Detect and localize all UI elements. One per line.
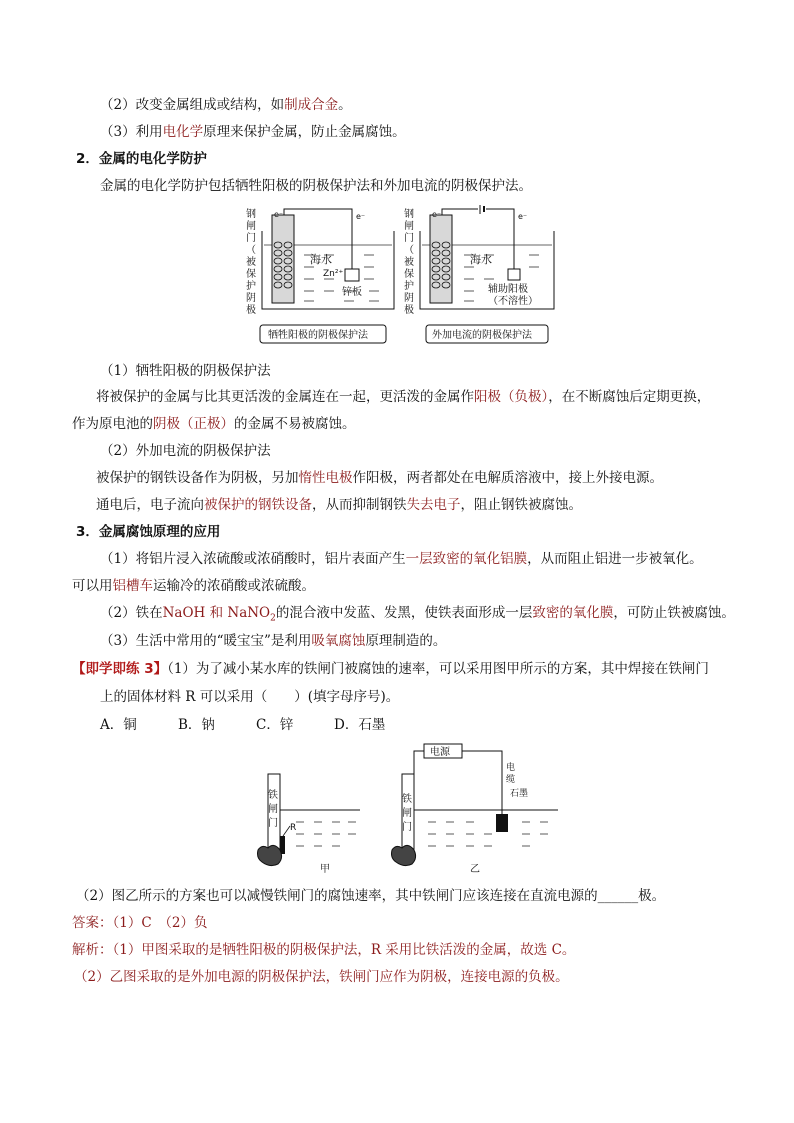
gate-label	[268, 788, 278, 829]
option-c: C．锌	[256, 717, 294, 733]
options	[100, 716, 412, 734]
svg-text:e⁻: e⁻	[518, 212, 528, 221]
analysis-text: （1）甲图采取的是牺牲阳极的阴极保护法，R 采用比铁活泼的金属，故选 C。	[112, 942, 576, 958]
question	[72, 660, 709, 678]
figure-yi	[392, 744, 559, 875]
svg-text:护: 护	[246, 281, 256, 292]
question-line: （2）图乙所示的方案也可以减慢铁闸门的腐蚀速率，其中铁闸门应该连接在直流电源的______极。	[76, 888, 666, 904]
svg-text:保: 保	[404, 269, 414, 280]
paragraph	[100, 96, 352, 114]
text: 被保护的钢铁设备作为阴极，另加	[96, 470, 299, 486]
svg-text:海水: 海水	[310, 253, 332, 266]
svg-text:外加电流的阴极保护法: 外加电流的阴极保护法	[432, 330, 532, 341]
text: ，在不断腐蚀后定期更换，	[548, 389, 711, 405]
section-heading: 3．金属腐蚀原理的应用	[76, 524, 221, 540]
svg-text:（不溶性）: （不溶性）	[488, 296, 538, 307]
text: ，从而抑制钢铁	[312, 497, 407, 513]
answer	[72, 914, 208, 932]
svg-text:电: 电	[506, 763, 516, 773]
text: （2）铁在	[100, 605, 163, 621]
svg-text:甲: 甲	[320, 864, 330, 875]
analysis-line: （2）乙图采取的是外加电源的阴极保护法，铁闸门应作为阴极，连接电源的负极。	[74, 969, 569, 985]
text: （1）将铝片浸入浓硫酸或浓硝酸时，铝片表面产生	[100, 551, 406, 567]
svg-text:阴: 阴	[246, 293, 256, 304]
svg-text:闸: 闸	[402, 808, 412, 819]
svg-text:R: R	[290, 823, 297, 833]
side-label	[404, 207, 414, 316]
highlight-text: 失去电子	[406, 497, 461, 513]
gate-protection-figure	[256, 740, 566, 880]
text: 运输冷的浓硝酸或浓硫酸。	[153, 578, 315, 594]
svg-text:乙: 乙	[470, 864, 480, 875]
text: 作阳极，两者都处在电解质溶液中，接上外接电源。	[352, 470, 663, 486]
highlight-text: 阴极（正极）	[153, 416, 234, 432]
svg-text:门: 门	[268, 818, 278, 829]
text: （1）为了减小某水库的铁闸门被腐蚀的速率，可以采用图甲所示的方案，其中焊接在铁闸门	[167, 661, 709, 677]
paragraph	[72, 415, 356, 433]
option-a: A．铜	[100, 717, 137, 733]
subscript: 2	[270, 613, 276, 624]
question-line: 上的固体材料 R 可以采用（ ）(填字母序号)。	[100, 689, 400, 705]
text: ，可防止铁被腐蚀。	[613, 605, 735, 621]
text: 原理来保护金属，防止金属腐蚀。	[203, 124, 406, 140]
svg-text:e⁻: e⁻	[356, 212, 366, 221]
svg-text:牺牲阳极的阴极保护法: 牺牲阳极的阴极保护法	[268, 330, 368, 341]
svg-text:被: 被	[404, 257, 414, 268]
svg-text:石墨: 石墨	[510, 789, 529, 799]
highlight-text: 致密的氧化膜	[532, 605, 614, 621]
paragraph	[100, 632, 446, 650]
text: （2）改变金属组成或结构，如	[100, 97, 285, 113]
svg-text:辅助阳极: 辅助阳极	[488, 284, 528, 295]
highlight-text: NaOH 和 NaNO	[162, 605, 271, 621]
highlight-text: 制成合金	[284, 97, 339, 113]
svg-text:门: 门	[402, 822, 412, 833]
svg-text:门: 门	[246, 233, 256, 244]
svg-text:闸: 闸	[246, 221, 256, 232]
paragraph: 金属的电化学防护包括牺牲阳极的阴极保护法和外加电流的阴极保护法。	[100, 178, 532, 194]
svg-text:钢: 钢	[246, 209, 256, 220]
svg-text:缆: 缆	[506, 775, 516, 785]
text: ，阻止钢铁被腐蚀。	[460, 497, 582, 513]
text: 作为原电池的	[72, 416, 153, 432]
answer-label: 答案：	[72, 915, 113, 931]
svg-text:门: 门	[404, 233, 414, 244]
side-label	[246, 207, 256, 316]
text: （3）生活中常用的“暖宝宝”是利用	[100, 633, 312, 649]
svg-text:阴: 阴	[404, 293, 414, 304]
text: 的混合液中发蓝、发黑，使铁表面形成一层	[275, 605, 533, 621]
text: 的金属不易被腐蚀。	[234, 416, 356, 432]
text: ，从而阻止铝进一步被氧化。	[527, 551, 703, 567]
highlight-text: 电化学	[162, 124, 204, 140]
section-heading: 2．金属的电化学防护	[76, 151, 207, 167]
highlight-text: 铝槽车	[112, 578, 153, 594]
highlight-text: 被保护的钢铁设备	[204, 497, 312, 513]
analysis-label: 解析：	[72, 942, 113, 958]
option-d: D．石墨	[334, 717, 386, 733]
paragraph	[96, 469, 663, 487]
text: 可以用	[72, 578, 113, 594]
cable-label	[506, 761, 515, 785]
paragraph	[72, 577, 315, 595]
paragraph	[100, 604, 735, 628]
highlight-text: 吸氧腐蚀	[311, 633, 366, 649]
text: 通电后，电子流向	[96, 497, 204, 513]
highlight-text: 惰性电极	[298, 470, 353, 486]
svg-text:钢: 钢	[404, 209, 414, 220]
svg-text:极: 极	[246, 305, 256, 316]
gate-label	[402, 792, 412, 833]
impressed-current-diagram	[404, 205, 554, 343]
highlight-text: 阳极（负极）	[474, 389, 549, 405]
svg-text:Zn²⁺: Zn²⁺	[323, 269, 344, 279]
highlight-text: 一层致密的氧化铝膜	[405, 551, 528, 567]
paragraph	[96, 388, 710, 406]
svg-text:闸: 闸	[404, 221, 414, 232]
sacrificial-anode-diagram	[246, 207, 394, 343]
svg-text:被: 被	[246, 257, 256, 268]
text: （3）利用	[100, 124, 163, 140]
svg-text:铁: 铁	[268, 790, 278, 801]
svg-text:（: （	[404, 245, 414, 256]
cathodic-protection-figure	[244, 205, 564, 350]
paragraph	[96, 496, 582, 514]
text: 原理制造的。	[365, 633, 447, 649]
svg-text:闸: 闸	[268, 804, 278, 815]
svg-text:海水: 海水	[470, 253, 492, 266]
svg-text:e⁻: e⁻	[432, 210, 442, 219]
answer-text: （1）C （2）负	[112, 915, 208, 931]
svg-text:保: 保	[246, 269, 256, 280]
svg-text:e⁻: e⁻	[274, 210, 284, 219]
exercise-tag: 【即学即练 3】	[72, 661, 168, 677]
svg-text:电源: 电源	[430, 747, 450, 758]
paragraph: （2）外加电流的阴极保护法	[100, 443, 271, 459]
text: 将被保护的金属与比其更活泼的金属连在一起，更活泼的金属作	[96, 389, 474, 405]
svg-text:极: 极	[404, 305, 414, 316]
paragraph: （1）牺牲阳极的阴极保护法	[100, 363, 271, 379]
option-b: B．钠	[178, 717, 215, 733]
text: 。	[338, 97, 352, 113]
svg-text:锌板: 锌板	[342, 287, 362, 298]
svg-text:（: （	[246, 245, 256, 256]
paragraph	[100, 123, 406, 141]
svg-text:护: 护	[404, 281, 414, 292]
paragraph	[100, 550, 703, 568]
figure-jia	[258, 774, 361, 875]
analysis	[72, 941, 575, 959]
svg-text:铁: 铁	[402, 794, 412, 805]
